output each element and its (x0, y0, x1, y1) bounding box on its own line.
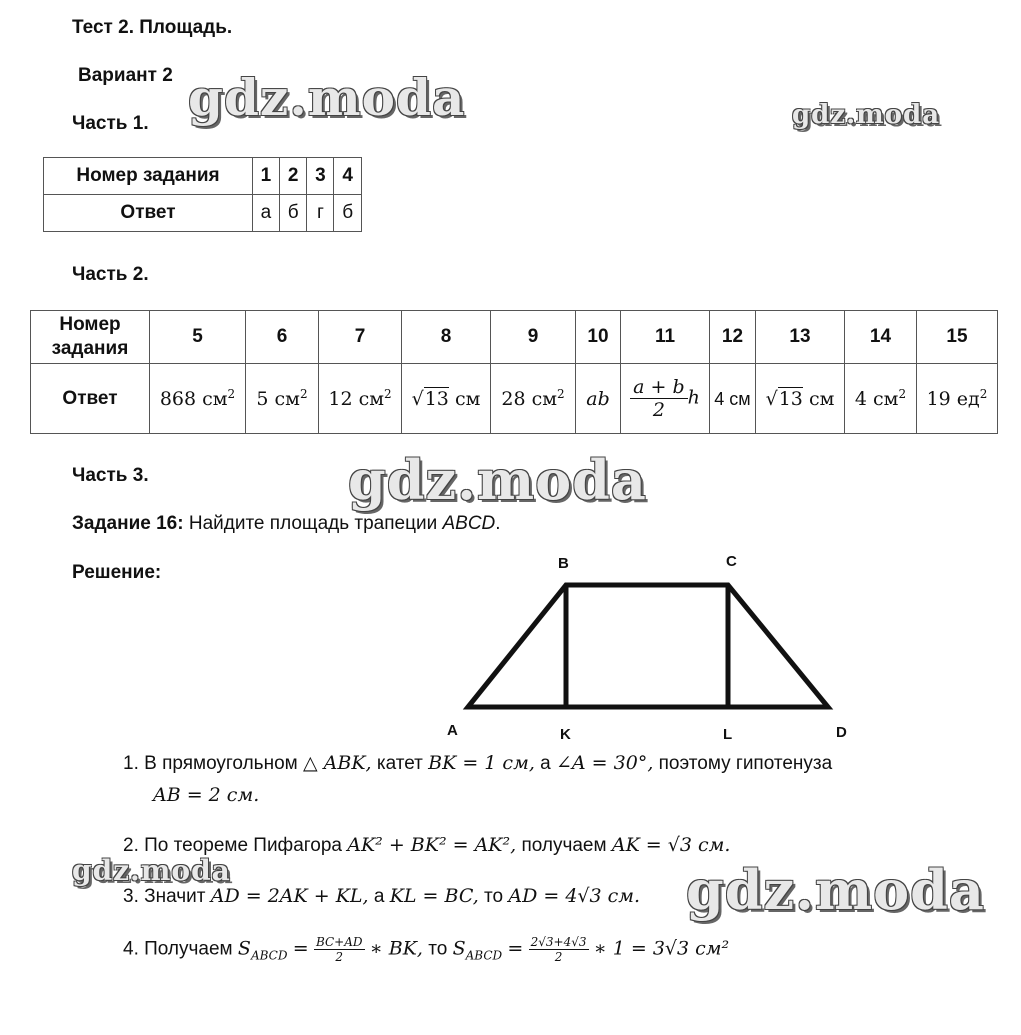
answer-cell: г (307, 195, 334, 232)
task-number: 11 (621, 311, 710, 364)
watermark: gdz.moda (686, 858, 985, 922)
answer-cell: 19 $ед^2$ (917, 364, 998, 434)
task-number: 5 (150, 311, 246, 364)
answer-cell: 28 $см^2$ (491, 364, 576, 434)
task-number: 3 (307, 158, 334, 195)
task-number: 4 (334, 158, 362, 195)
row-header-answer: Ответ (44, 195, 253, 232)
fraction: $\frac{2√3+4√3}{2}$ (530, 935, 587, 964)
task-number: 14 (845, 311, 917, 364)
part1-answer-table (43, 157, 362, 232)
step-1: 1. В прямоугольном △ ABK, катет BK = 1 см, а ∠A = 30°, поэтому гипотенуза (123, 752, 833, 774)
part3-title: Часть 3. (72, 465, 149, 486)
task-number: 15 (917, 311, 998, 364)
watermark: gdz.moda (188, 68, 466, 127)
answer-cell: 868 $см^2$ (150, 364, 246, 434)
answer-cell: √13 см (756, 364, 845, 434)
task-number: 7 (319, 311, 402, 364)
task-16: Задание 16: Найдите площадь трапеции ABCD. (72, 513, 501, 534)
row-header-answer: Ответ (31, 364, 150, 434)
task-number: 1 (253, 158, 280, 195)
answer-cell: ab (576, 364, 621, 434)
answer-cell: б (279, 195, 307, 232)
trapezoid-figure (430, 545, 870, 750)
part2-title: Часть 2. (72, 264, 149, 285)
vertex-label: B (558, 555, 569, 572)
answer-cell: б (334, 195, 362, 232)
task-number: 13 (756, 311, 845, 364)
variant-label: Вариант 2 (78, 65, 173, 86)
watermark: gdz.moda (792, 100, 941, 130)
task-number: 9 (491, 311, 576, 364)
step-3: 3. Значит AD = 2AK + KL, а KL = BC, то AD = 4√3 см. (123, 885, 641, 907)
task-number: 6 (246, 311, 319, 364)
table-row (44, 158, 362, 195)
answer-cell: 4 $см^2$ (845, 364, 917, 434)
vertex-label: L (723, 726, 733, 743)
task-number: 12 (710, 311, 756, 364)
solution-label: Решение: (72, 562, 162, 583)
trapezoid-outline (468, 585, 828, 707)
vertex-label: K (560, 726, 571, 743)
task-number: 2 (279, 158, 307, 195)
answer-cell: $\frac{a + b}{2}$ h (621, 364, 710, 434)
step-2: 2. По теореме Пифагора AK² + BK² = AK², получаем AK = √3 см. (123, 834, 731, 856)
step-4: 4. Получаем $S_{ABCD}$ = $\frac{BC+AD}{2}$ ∗ BK, то $S_{ABCD}$ = $\frac{2√3+4√3}{2}$ ∗ 1 = 3√3 см² (123, 935, 730, 964)
task-number: 10 (576, 311, 621, 364)
answer-cell: а (253, 195, 280, 232)
answer-cell: 5 $см^2$ (246, 364, 319, 434)
answer-cell: 4 см (710, 364, 756, 434)
row-header-task: Номер задания (44, 158, 253, 195)
vertex-label: C (726, 553, 737, 570)
step-1-continued: AB = 2 см. (153, 784, 260, 806)
answer-cell: √13 см (402, 364, 491, 434)
watermark: gdz.moda (72, 854, 231, 887)
task-number: 8 (402, 311, 491, 364)
part2-answer-table (30, 310, 998, 434)
fraction: $\frac{BC+AD}{2}$ (315, 935, 363, 964)
table-row (44, 195, 362, 232)
row-header-task: Номер задания (31, 311, 150, 364)
test-title: Тест 2. Площадь. (72, 17, 233, 38)
answer-cell: 12 $см^2$ (319, 364, 402, 434)
vertex-label: D (836, 724, 847, 741)
watermark: gdz.moda (348, 448, 647, 512)
vertex-label: A (447, 722, 458, 739)
table-row (31, 364, 998, 434)
table-row (31, 311, 998, 364)
part1-title: Часть 1. (72, 113, 149, 134)
